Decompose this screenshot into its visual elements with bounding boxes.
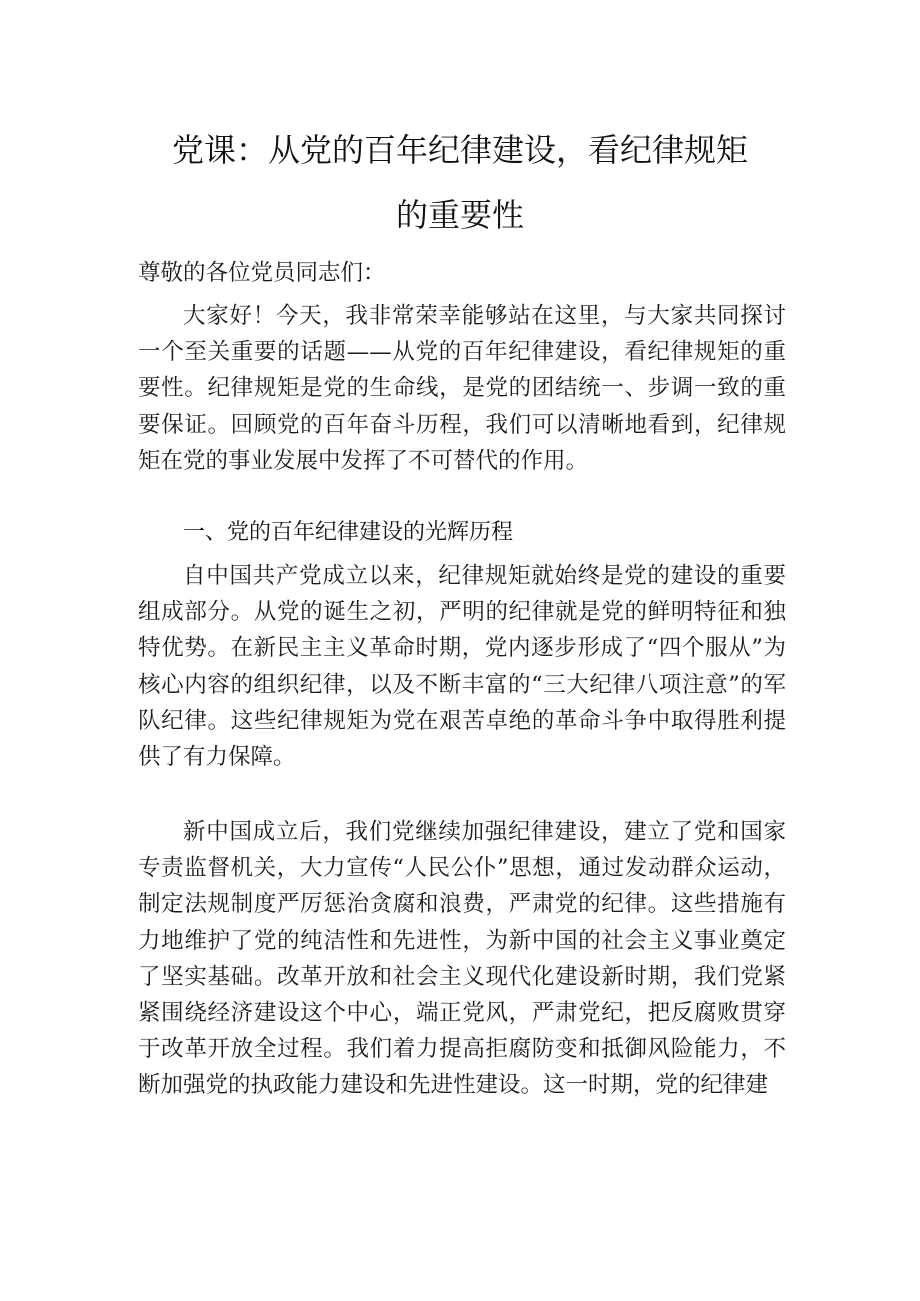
paragraph-new-china-era: 新中国成立后，我们党继续加强纪律建设，建立了党和国家专责监督机关，大力宣传“人民公仆”思想，通过发动群众运动，制定法规制度严厉惩治贪腐和浪费，严肃党的纪律。这些措施有力地维护了党的纯洁性和先进性，为新中国的社会主义事业奠定了坚实基础。改革开放和社会主义现代化建设新时期，我们党紧紧围绕经济建设这个中心，端正党风，严肃党纪，把反腐败贯穿于改革开放全过程。我们着力提高拒腐防变和抵御风险能力，不断加强党的执政能力建设和先进性建设。这一时期，党的纪律建 [138,819,786,1099]
section-heading: 一、党的百年纪律建设的光辉历程 [183,520,514,545]
document-title-line-2: 的重要性 [395,196,524,234]
salutation: 尊敬的各位党员同志们： [138,260,386,286]
paragraph-intro: 大家好！今天，我非常荣幸能够站在这里，与大家共同探讨一个至关重要的话题——从党的百年纪律建设，看纪律规矩的重要性。纪律规矩是党的生命线，是党的团结统一、步调一致的重要保证。回顾党的百年奋斗历程，我们可以清晰地看到，纪律规矩在党的事业发展中发挥了不可替代的作用。 [138,303,786,474]
paragraph-revolution-era: 自中国共产党成立以来，纪律规矩就始终是党的建设的重要组成部分。从党的诞生之初，严明的纪律就是党的鲜明特征和独特优势。在新民主主义革命时期，党内逐步形成了“四个服从”为核心内容的组织纪律，以及不断丰富的“三大纪律八项注意”的军队纪律。这些纪律规矩为党在艰苦卓绝的革命斗争中取得胜利提供了有力保障。 [138,563,786,771]
document-title-line-1: 党课：从党的百年纪律建设，看纪律规矩 [171,131,748,169]
